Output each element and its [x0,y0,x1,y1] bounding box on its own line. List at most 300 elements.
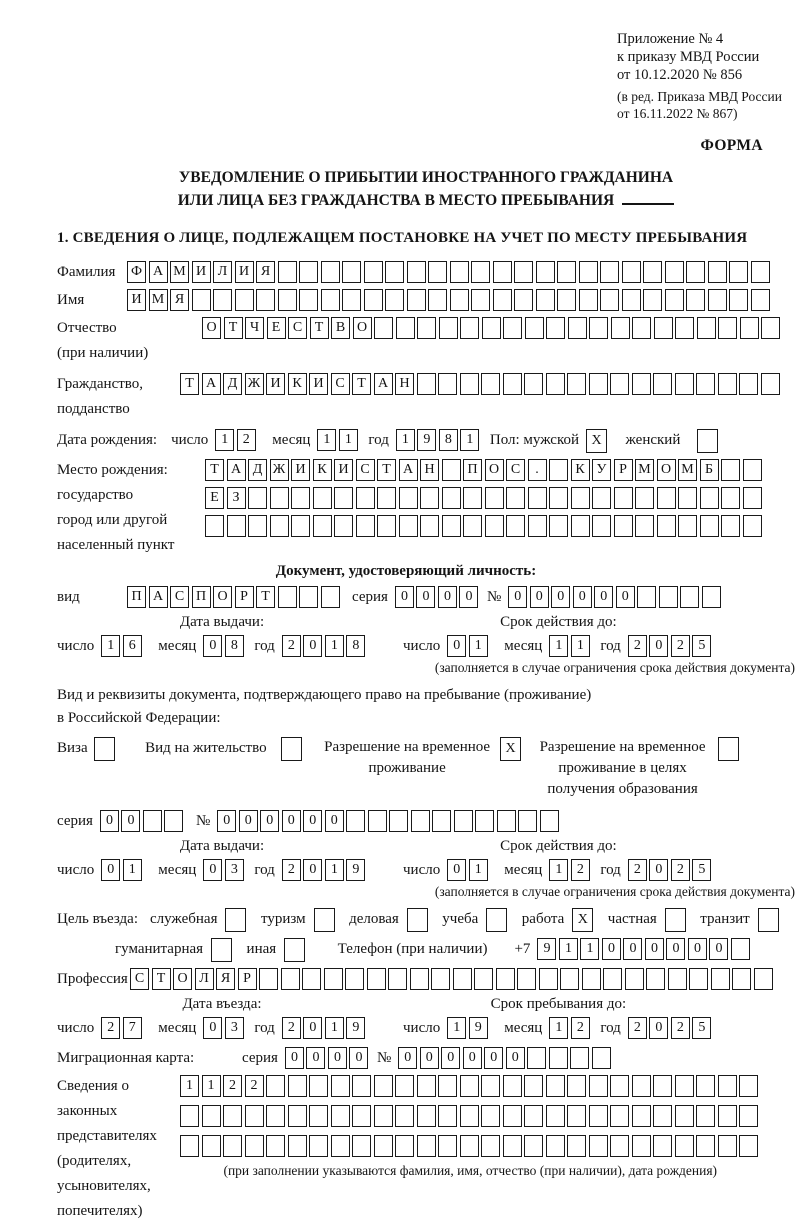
purpose-transit-checkbox [758,908,779,932]
char-box [700,487,719,509]
birth-month-boxes [317,429,360,451]
char-box: М [170,261,189,283]
char-box [525,317,544,339]
day-label: число [57,638,95,655]
char-box: О [353,317,372,339]
char-box [460,1075,479,1097]
char-box [417,1075,436,1097]
char-box: 2 [671,1017,690,1039]
stay-month-boxes [549,1017,592,1039]
char-box: 0 [100,810,119,832]
year-label: год [600,1020,621,1037]
expiry-day-boxes [447,859,490,881]
char-box [743,515,762,537]
char-box [463,487,482,509]
char-box: Е [267,317,286,339]
expiry-month-boxes [549,859,592,881]
char-box [367,968,386,990]
char-box [524,1135,543,1157]
char-box [622,289,641,311]
char-box [313,515,332,537]
char-box: 7 [123,1017,142,1039]
char-box [739,373,758,395]
char-box [143,810,162,832]
char-box: Т [180,373,199,395]
doc-series-label: серия [352,589,388,606]
rvp-education-checkbox [718,737,739,761]
char-box: О [485,459,504,481]
char-box [711,968,730,990]
char-box [739,1135,758,1157]
char-box [506,487,525,509]
residence-doc-dates [57,838,795,881]
purpose-tourism-checkbox [314,908,335,932]
birth-place-row-2 [205,487,764,509]
char-box: Т [256,586,275,608]
char-box: К [571,459,590,481]
char-box [729,289,748,311]
expiry-year-boxes [628,635,714,657]
char-box [610,373,629,395]
char-box: А [374,373,393,395]
purpose-option: иная [247,938,308,962]
purpose-private-checkbox [665,908,686,932]
char-box [453,968,472,990]
char-box: 2 [245,1075,264,1097]
char-box [438,1135,457,1157]
char-box [245,1135,264,1157]
stay-until-block [403,996,714,1039]
char-box [536,289,555,311]
char-box [481,373,500,395]
char-box [324,968,343,990]
birth-date-label: Дата рождения: [57,432,158,449]
title-line-2-wrap [57,190,795,212]
char-box [278,261,297,283]
char-box: Т [224,317,243,339]
char-box: И [192,261,211,283]
representatives-rows [180,1075,761,1179]
char-box [702,586,721,608]
char-box [579,261,598,283]
expiry-date-block [403,614,714,657]
char-box [592,1047,611,1069]
char-box: М [678,459,697,481]
char-box [632,1135,651,1157]
purpose-commercial-checkbox [407,908,428,932]
char-box [503,1105,522,1127]
char-box [321,586,340,608]
char-box: 0 [398,1047,417,1069]
char-box: 9 [417,429,436,451]
residence-number-boxes [217,810,561,832]
char-box [342,289,361,311]
purpose-option: служебная [150,908,249,932]
char-box [571,487,590,509]
purpose-work-checkbox: X [572,908,593,932]
birth-place-row-3 [205,515,764,537]
char-box [352,1075,371,1097]
representatives-row-3 [180,1135,761,1157]
char-box: Р [235,586,254,608]
number-label: № [195,813,211,830]
char-box: Ф [127,261,146,283]
char-box [560,968,579,990]
title-line-1: УВЕДОМЛЕНИЕ О ПРИБЫТИИ ИНОСТРАННОГО ГРАЖДАНИНА [178,169,674,187]
purpose-option: работа X [522,908,596,932]
form-label: ФОРМА [700,137,763,155]
stay-day-boxes [447,1017,490,1039]
char-box: 1 [549,635,568,657]
char-box [270,515,289,537]
char-box: 0 [666,938,685,960]
char-box [751,289,770,311]
char-box: 5 [692,1017,711,1039]
char-box [678,487,697,509]
char-box [248,515,267,537]
residence-doc-options [57,737,795,800]
char-box [603,968,622,990]
char-box [463,515,482,537]
char-box [589,1075,608,1097]
char-box: 8 [346,635,365,657]
entry-day-boxes [101,1017,144,1039]
char-box [288,1135,307,1157]
char-box [321,261,340,283]
char-box [517,968,536,990]
char-box: С [331,373,350,395]
char-box [635,487,654,509]
char-box: О [213,586,232,608]
entry-purpose-row-2 [115,938,795,962]
char-box: . [528,459,547,481]
char-box: 0 [709,938,728,960]
char-box [417,317,436,339]
issue-year-boxes [282,859,368,881]
char-box [589,373,608,395]
char-box [396,317,415,339]
month-label: месяц [504,862,543,879]
char-box: 0 [649,1017,668,1039]
year-label: год [368,432,389,449]
char-box: 0 [616,586,635,608]
migration-card-row [57,1047,795,1069]
char-box [497,810,516,832]
issue-date-heading: Дата выдачи: [179,838,265,855]
purpose-option: деловая [349,908,430,932]
char-box [675,317,694,339]
char-box [721,459,740,481]
day-label: число [403,1020,441,1037]
char-box [454,810,473,832]
char-box [675,1105,694,1127]
char-box: Д [223,373,242,395]
char-box: О [657,459,676,481]
char-box: 1 [202,1075,221,1097]
char-box: А [149,586,168,608]
day-label: число [403,862,441,879]
char-box [592,515,611,537]
purpose-humanitarian-checkbox [211,938,232,962]
birth-place-row-1 [205,459,764,481]
char-box: О [202,317,221,339]
char-box: Р [238,968,257,990]
char-box: Ч [245,317,264,339]
representatives-row-2 [180,1105,761,1127]
char-box: 2 [571,1017,590,1039]
char-box [643,261,662,283]
char-box [696,1075,715,1097]
char-box: 2 [628,1017,647,1039]
surname-boxes [127,261,772,283]
char-box: И [334,459,353,481]
char-box [493,289,512,311]
issue-month-boxes [203,635,246,657]
char-box: 5 [692,635,711,657]
char-box [334,487,353,509]
char-box [729,261,748,283]
char-box: З [227,487,246,509]
char-box [377,487,396,509]
char-box [374,1075,393,1097]
char-box [635,515,654,537]
month-label: месяц [158,1020,197,1037]
citizenship-row [57,373,795,423]
char-box [450,261,469,283]
char-box [364,289,383,311]
char-box [503,317,522,339]
char-box [180,1105,199,1127]
char-box [659,586,678,608]
first-name-boxes [127,289,772,311]
char-box: О [173,968,192,990]
char-box [697,317,716,339]
day-label: число [403,638,441,655]
char-box [299,586,318,608]
residence-permit-label: Вид на жительство [145,740,267,757]
doc-number-boxes [508,586,723,608]
char-box: Я [256,261,275,283]
char-box [557,289,576,311]
char-box: К [288,373,307,395]
char-box [309,1075,328,1097]
char-box [202,1135,221,1157]
char-box [245,1105,264,1127]
char-box: 0 [416,586,435,608]
char-box [592,487,611,509]
char-box: 1 [460,429,479,451]
char-box: С [356,459,375,481]
char-box: С [506,459,525,481]
char-box: М [635,459,654,481]
char-box: У [592,459,611,481]
issue-date-block [57,614,387,657]
char-box [460,1105,479,1127]
char-box [438,1105,457,1127]
rvp-label: Разрешение на временное проживание [324,739,491,777]
char-box: П [463,459,482,481]
char-box [614,515,633,537]
char-box [646,968,665,990]
char-box [438,373,457,395]
day-label: число [171,432,209,449]
char-box [460,317,479,339]
char-box: С [170,586,189,608]
char-box: 1 [549,859,568,881]
char-box [428,289,447,311]
char-box: 2 [282,635,301,657]
char-box [374,1105,393,1127]
char-box: 1 [469,635,488,657]
sex-female-label: женский [625,432,681,449]
char-box [743,459,762,481]
char-box: Я [216,968,235,990]
char-box: 2 [571,859,590,881]
char-box: Б [700,459,719,481]
char-box [567,1075,586,1097]
char-box [460,373,479,395]
char-box [653,1105,672,1127]
char-box [395,1075,414,1097]
char-box [442,515,461,537]
stay-until-heading: Срок пребывания до: [490,996,627,1013]
char-box [680,586,699,608]
char-box [708,261,727,283]
char-box [625,968,644,990]
char-box [506,515,525,537]
char-box: А [227,459,246,481]
char-box [549,459,568,481]
char-box [331,1105,350,1127]
char-box: 0 [328,1047,347,1069]
doc-number-label: № [486,589,502,606]
document-title [57,167,795,212]
char-box [471,261,490,283]
migration-number-boxes [398,1047,613,1069]
char-box [653,1075,672,1097]
char-box: Н [395,373,414,395]
char-box [420,515,439,537]
char-box: Т [310,317,329,339]
char-box: 0 [594,586,613,608]
char-box [524,1105,543,1127]
char-box [368,810,387,832]
char-box: 0 [203,635,222,657]
char-box: 1 [396,429,415,451]
char-box: Т [152,968,171,990]
char-box: 0 [303,810,322,832]
char-box: 0 [441,1047,460,1069]
char-box: 1 [580,938,599,960]
char-box [288,1075,307,1097]
char-box: Е [205,487,224,509]
purpose-option: транзит [700,908,781,932]
char-box [213,289,232,311]
char-box [643,289,662,311]
residence-series-boxes [100,810,186,832]
char-box: 2 [282,859,301,881]
char-box [632,373,651,395]
expiry-day-boxes [447,635,490,657]
char-box [399,515,418,537]
char-box [657,515,676,537]
surname-label: Фамилия [57,264,116,281]
patronymic-row [57,317,795,367]
month-label: месяц [158,638,197,655]
first-name-row [57,289,795,311]
char-box [291,515,310,537]
reference-line-1: Приложение № 4 [617,31,724,47]
char-box: 1 [101,635,120,657]
char-box [567,373,586,395]
entry-stay-dates [57,996,795,1039]
title-line-2: ИЛИ ЛИЦА БЕЗ ГРАЖДАНСТВА В МЕСТО ПРЕБЫВАНИЯ [177,191,615,209]
surname-row [57,261,795,283]
month-label: месяц [272,432,311,449]
female-checkbox [697,429,718,453]
number-label: № [376,1050,392,1067]
char-box: Ж [245,373,264,395]
expiry-date-heading: Срок действия до: [500,614,617,631]
char-box [346,810,365,832]
purpose-business-checkbox [225,908,246,932]
char-box [689,968,708,990]
char-box: Т [377,459,396,481]
char-box [571,515,590,537]
char-box [731,938,750,960]
char-box [313,487,332,509]
char-box [678,515,697,537]
char-box [299,289,318,311]
char-box [696,1105,715,1127]
migration-card-label: Миграционная карта: [57,1050,195,1067]
visa-label: Виза [57,740,88,757]
char-box: 0 [447,859,466,881]
char-box: 0 [551,586,570,608]
char-box: 0 [303,635,322,657]
expiry-month-boxes [549,635,592,657]
entry-month-boxes [203,1017,246,1039]
series-label: серия [57,813,93,830]
birth-day-boxes [215,429,258,451]
profession-label: Профессия [57,971,128,988]
char-box: С [288,317,307,339]
char-box [389,810,408,832]
expiry-year-boxes [628,859,714,881]
purpose-option: частная [608,908,689,932]
char-box: 2 [671,635,690,657]
purpose-study-checkbox [486,908,507,932]
char-box [388,968,407,990]
char-box [364,261,383,283]
char-box [653,1135,672,1157]
char-box: Н [420,459,439,481]
char-box: 8 [439,429,458,451]
citizenship-boxes [180,373,782,395]
char-box [536,261,555,283]
char-box [549,515,568,537]
char-box [302,968,321,990]
char-box [546,317,565,339]
char-box [570,1047,589,1069]
month-label: месяц [504,638,543,655]
char-box [374,317,393,339]
char-box: 0 [101,859,120,881]
char-box [653,373,672,395]
char-box [549,487,568,509]
phone-prefix: +7 [514,941,531,958]
char-box [567,1135,586,1157]
